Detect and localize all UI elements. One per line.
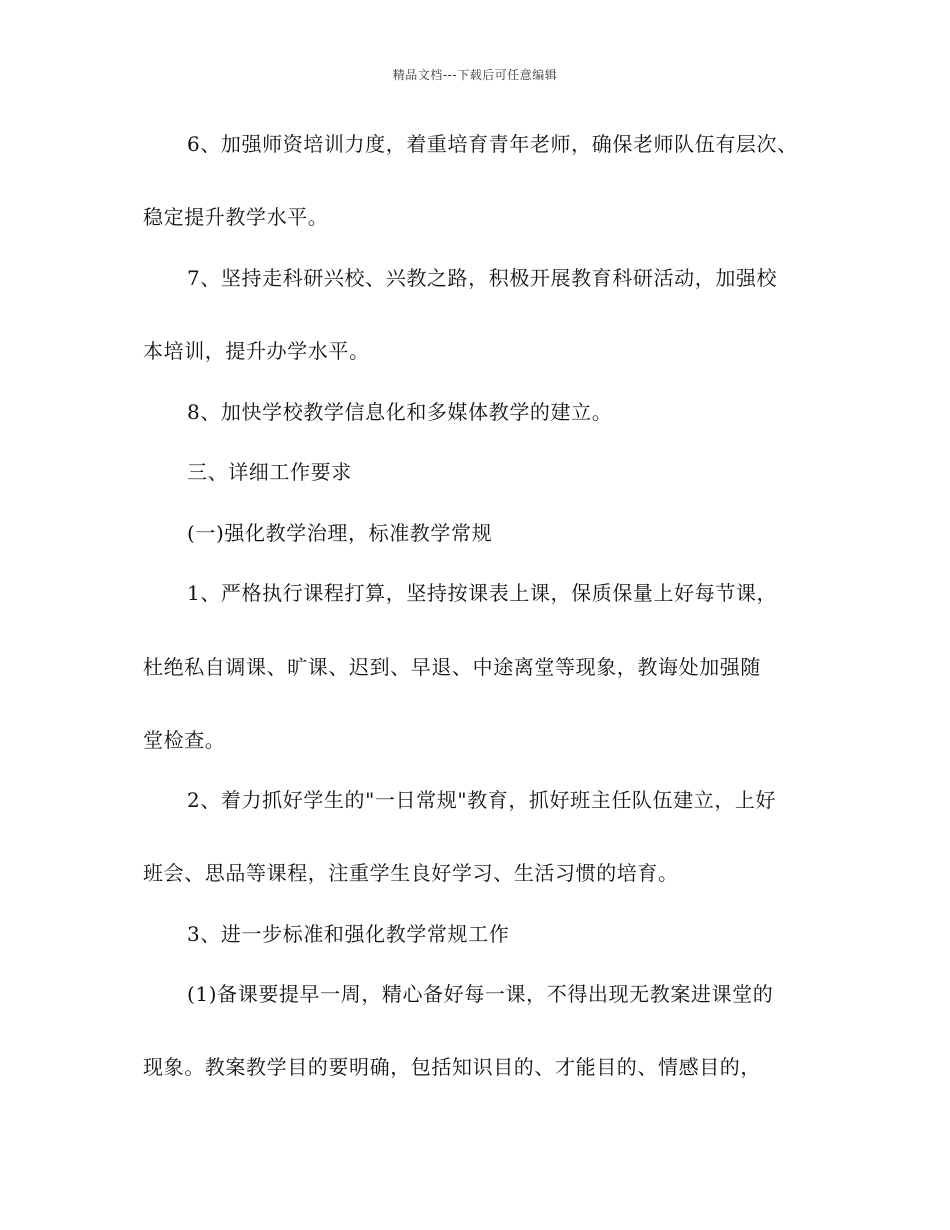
paragraph-line: 现象。教案教学目的要明确，包括知识目的、才能目的、情感目的， xyxy=(143,1055,761,1079)
paragraph-line: 1、严格执行课程打算，坚持按课表上课，保质保量上好每节课， xyxy=(187,581,778,605)
paragraph-line: 8、加快学校教学信息化和多媒体教学的建立。 xyxy=(187,400,613,424)
paragraph-line: 2、着力抓好学生的"一日常规"教育，抓好班主任队伍建立，上好 xyxy=(187,788,777,812)
paragraph-line: 6、加强师资培训力度，着重培育青年老师，确保老师队伍有层次、 xyxy=(187,132,798,156)
paragraph-line: 稳定提升教学水平。 xyxy=(143,205,329,229)
document-header: 精品文档---下载后可任意编辑 xyxy=(392,68,558,82)
paragraph-line: 3、进一步标准和强化教学常规工作 xyxy=(187,922,510,946)
paragraph-line: (1)备课要提早一周，精心备好每一课，不得出现无教案进课堂的 xyxy=(187,982,774,1006)
paragraph-line: 杜绝私自调课、旷课、迟到、早退、中途离堂等现象，教诲处加强随 xyxy=(143,655,761,679)
paragraph-line: 班会、思品等课程，注重学生良好学习、生活习惯的培育。 xyxy=(143,861,679,885)
paragraph-line: 7、坚持走科研兴校、兴教之路，积极开展教育科研活动，加强校 xyxy=(187,266,778,290)
paragraph-line: 堂检查。 xyxy=(143,728,226,752)
paragraph-line: 本培训，提升办学水平。 xyxy=(143,339,370,363)
section-heading: 三、详细工作要求 xyxy=(187,460,352,484)
subsection-heading: (一)强化教学治理，标准教学常规 xyxy=(187,521,493,545)
